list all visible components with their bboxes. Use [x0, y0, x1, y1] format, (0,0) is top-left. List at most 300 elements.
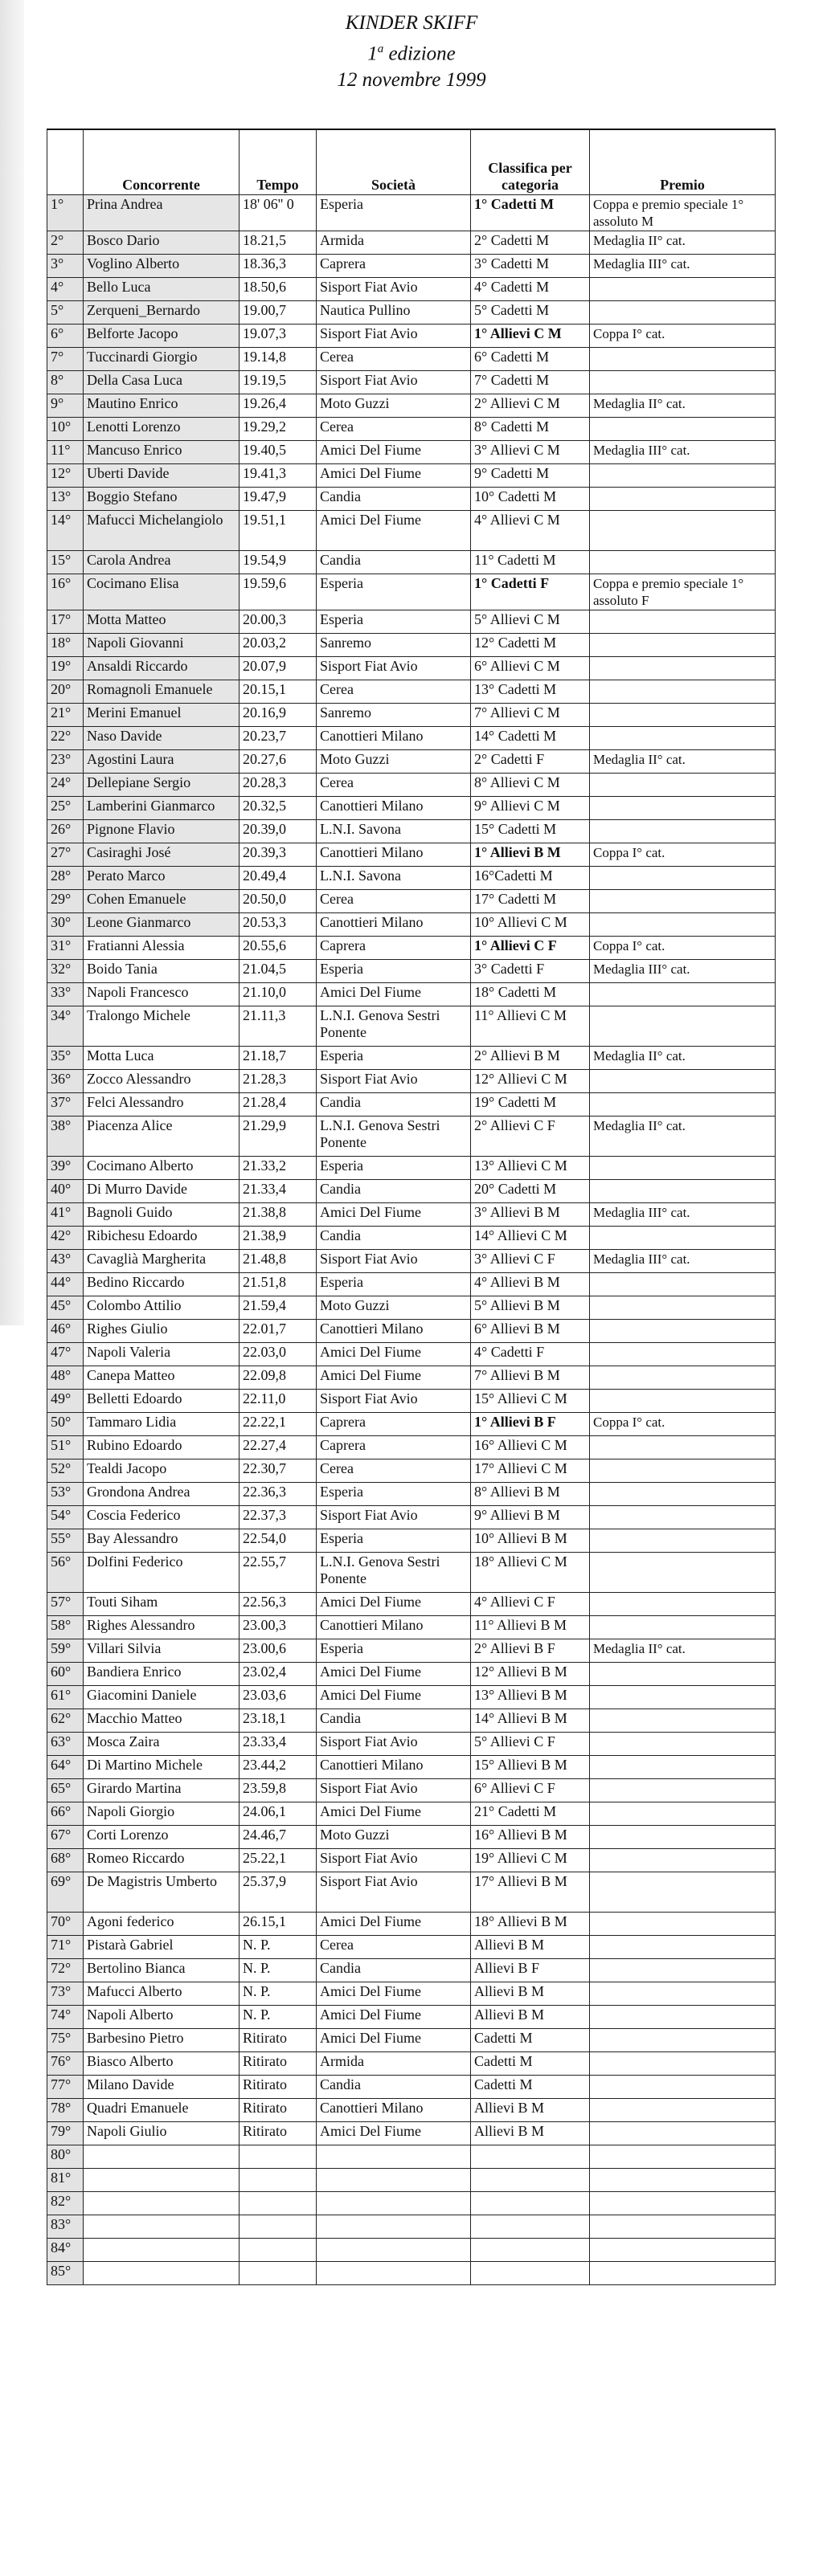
prize-cell	[590, 1436, 776, 1459]
category-rank-cell: 16°Cadetti M	[471, 867, 590, 890]
category-rank-cell: 2° Cadetti M	[471, 231, 590, 255]
category-rank-cell: 9° Cadetti M	[471, 464, 590, 488]
time-cell: 23.00,6	[240, 1639, 317, 1663]
time-cell: 21.29,9	[240, 1117, 317, 1157]
time-cell: 21.10,0	[240, 983, 317, 1006]
club-cell: Esperia	[317, 1047, 471, 1070]
table-row	[47, 1959, 776, 1982]
time-cell: 19.00,7	[240, 301, 317, 325]
competitor-cell: Napoli Giulio	[84, 2122, 240, 2145]
club-cell: L.N.I. Genova Sestri Ponente	[317, 1006, 471, 1047]
competitor-cell: Corti Lorenzo	[84, 1826, 240, 1849]
prize-cell	[590, 2122, 776, 2145]
position-cell: 56°	[47, 1553, 84, 1593]
category-rank-cell: Cadetti M	[471, 2052, 590, 2076]
category-rank-cell: 6° Cadetti M	[471, 348, 590, 371]
prize-cell	[590, 1709, 776, 1733]
prize-cell	[590, 2099, 776, 2122]
table-row	[47, 441, 776, 464]
competitor-cell: Romagnoli Emanuele	[84, 680, 240, 704]
prize-cell	[590, 1779, 776, 1802]
prize-cell	[590, 1913, 776, 1936]
document-title: KINDER SKIFF	[345, 12, 478, 34]
competitor-cell: Motta Matteo	[84, 610, 240, 634]
time-cell: 19.54,9	[240, 551, 317, 574]
position-cell: 23°	[47, 750, 84, 774]
category-rank-cell: 6° Allievi C F	[471, 1779, 590, 1802]
table-row	[47, 1529, 776, 1553]
club-cell: Canottieri Milano	[317, 727, 471, 750]
prize-cell	[590, 1616, 776, 1639]
club-cell: Amici Del Fiume	[317, 1913, 471, 1936]
competitor-cell: Canepa Matteo	[84, 1366, 240, 1390]
category-rank-cell: 10° Cadetti M	[471, 488, 590, 511]
prize-cell	[590, 1390, 776, 1413]
prize-cell	[590, 2006, 776, 2029]
club-cell: Amici Del Fiume	[317, 1203, 471, 1227]
position-cell: 44°	[47, 1273, 84, 1296]
category-rank-cell: 11° Allievi B M	[471, 1616, 590, 1639]
time-cell	[240, 2145, 317, 2169]
competitor-cell: Agoni federico	[84, 1913, 240, 1936]
time-cell: 21.11,3	[240, 1006, 317, 1047]
club-cell: Moto Guzzi	[317, 1826, 471, 1849]
club-cell: Moto Guzzi	[317, 1296, 471, 1320]
competitor-cell: Casiraghi José	[84, 843, 240, 867]
prize-cell	[590, 1826, 776, 1849]
club-cell: Sisport Fiat Avio	[317, 371, 471, 394]
competitor-cell: Zocco Alessandro	[84, 1070, 240, 1093]
position-cell: 63°	[47, 1733, 84, 1756]
position-cell: 85°	[47, 2262, 84, 2285]
club-cell: Amici Del Fiume	[317, 1663, 471, 1686]
edition-superscript: a	[377, 43, 384, 55]
competitor-cell: De Magistris Umberto	[84, 1872, 240, 1913]
position-cell: 80°	[47, 2145, 84, 2169]
time-cell: 23.33,4	[240, 1733, 317, 1756]
time-cell: 22.22,1	[240, 1413, 317, 1436]
category-rank-cell: 2° Cadetti F	[471, 750, 590, 774]
table-row	[47, 1849, 776, 1872]
time-cell: 21.38,9	[240, 1227, 317, 1250]
position-cell: 70°	[47, 1913, 84, 1936]
competitor-cell: Grondona Andrea	[84, 1483, 240, 1506]
time-cell: 20.03,2	[240, 634, 317, 657]
category-rank-cell: 8° Allievi B M	[471, 1483, 590, 1506]
prize-cell	[590, 1459, 776, 1483]
table-row	[47, 1436, 776, 1459]
time-cell	[240, 2215, 317, 2239]
position-cell: 52°	[47, 1459, 84, 1483]
prize-cell	[590, 1663, 776, 1686]
prize-cell	[590, 1506, 776, 1529]
position-cell: 51°	[47, 1436, 84, 1459]
prize-cell	[590, 1982, 776, 2006]
time-cell: 20.15,1	[240, 680, 317, 704]
competitor-cell: Pignone Flavio	[84, 820, 240, 843]
prize-cell: Medaglia III° cat.	[590, 255, 776, 278]
table-row	[47, 1227, 776, 1250]
table-row	[47, 348, 776, 371]
club-cell: Esperia	[317, 195, 471, 231]
prize-cell	[590, 1553, 776, 1593]
club-cell	[317, 2169, 471, 2192]
table-row	[47, 1663, 776, 1686]
competitor-cell: Bosco Dario	[84, 231, 240, 255]
table-row	[47, 1872, 776, 1913]
club-cell: Amici Del Fiume	[317, 2029, 471, 2052]
position-cell: 50°	[47, 1413, 84, 1436]
document-date: 12 novembre 1999	[337, 69, 486, 92]
time-cell: 19.40,5	[240, 441, 317, 464]
time-cell: 18.21,5	[240, 231, 317, 255]
competitor-cell: Perato Marco	[84, 867, 240, 890]
competitor-cell	[84, 2192, 240, 2215]
time-cell: 24.06,1	[240, 1802, 317, 1826]
club-cell: Sisport Fiat Avio	[317, 325, 471, 348]
prize-cell	[590, 278, 776, 301]
position-cell: 9°	[47, 394, 84, 418]
time-cell: 19.14,8	[240, 348, 317, 371]
position-cell: 17°	[47, 610, 84, 634]
table-row	[47, 418, 776, 441]
club-cell: L.N.I. Savona	[317, 820, 471, 843]
prize-cell	[590, 1733, 776, 1756]
table-row	[47, 1459, 776, 1483]
prize-cell	[590, 464, 776, 488]
time-cell: 19.26,4	[240, 394, 317, 418]
table-row	[47, 1616, 776, 1639]
prize-cell	[590, 913, 776, 937]
competitor-cell: Mafucci Michelangiolo	[84, 511, 240, 551]
prize-cell	[590, 1180, 776, 1203]
category-rank-cell: 15° Cadetti M	[471, 820, 590, 843]
time-cell: 21.48,8	[240, 1250, 317, 1273]
category-rank-cell: 8° Allievi C M	[471, 774, 590, 797]
prize-cell	[590, 1366, 776, 1390]
position-cell: 53°	[47, 1483, 84, 1506]
time-cell: 19.47,9	[240, 488, 317, 511]
table-row	[47, 890, 776, 913]
position-cell: 18°	[47, 634, 84, 657]
prize-cell	[590, 1529, 776, 1553]
position-cell: 58°	[47, 1616, 84, 1639]
club-cell: Amici Del Fiume	[317, 1686, 471, 1709]
position-cell: 27°	[47, 843, 84, 867]
category-rank-cell: 2° Allievi C F	[471, 1117, 590, 1157]
table-row	[47, 2076, 776, 2099]
prize-cell	[590, 2239, 776, 2262]
table-row	[47, 634, 776, 657]
competitor-cell: Mancuso Enrico	[84, 441, 240, 464]
edition-number: 1	[367, 43, 378, 65]
position-cell: 42°	[47, 1227, 84, 1250]
competitor-cell: Villari Silvia	[84, 1639, 240, 1663]
category-rank-cell: 7° Allievi B M	[471, 1366, 590, 1390]
table-row	[47, 1093, 776, 1117]
time-cell: N. P.	[240, 2006, 317, 2029]
category-rank-cell: 5° Allievi C F	[471, 1733, 590, 1756]
competitor-cell	[84, 2169, 240, 2192]
table-row	[47, 2122, 776, 2145]
competitor-cell: Tealdi Jacopo	[84, 1459, 240, 1483]
competitor-cell: Voglino Alberto	[84, 255, 240, 278]
time-cell: 22.54,0	[240, 1529, 317, 1553]
table-row	[47, 2006, 776, 2029]
category-rank-cell: 4° Cadetti F	[471, 1343, 590, 1366]
category-rank-cell: 16° Allievi B M	[471, 1826, 590, 1849]
category-rank-cell: 12° Cadetti M	[471, 634, 590, 657]
time-cell: 21.51,8	[240, 1273, 317, 1296]
position-cell: 38°	[47, 1117, 84, 1157]
table-row	[47, 301, 776, 325]
prize-cell	[590, 1593, 776, 1616]
competitor-cell: Carola Andrea	[84, 551, 240, 574]
table-row	[47, 1936, 776, 1959]
prize-cell	[590, 1872, 776, 1913]
position-cell: 71°	[47, 1936, 84, 1959]
time-cell: 21.28,4	[240, 1093, 317, 1117]
column-header-position	[47, 129, 84, 195]
time-cell: 20.07,9	[240, 657, 317, 680]
club-cell: Cerea	[317, 890, 471, 913]
competitor-cell: Barbesino Pietro	[84, 2029, 240, 2052]
category-rank-cell	[471, 2192, 590, 2215]
competitor-cell: Colombo Attilio	[84, 1296, 240, 1320]
category-rank-cell: 15° Allievi C M	[471, 1390, 590, 1413]
prize-cell: Coppa e premio speciale 1° assoluto M	[590, 195, 776, 231]
position-cell: 15°	[47, 551, 84, 574]
time-cell: 20.32,5	[240, 797, 317, 820]
category-rank-cell: 17° Cadetti M	[471, 890, 590, 913]
time-cell: 20.16,9	[240, 704, 317, 727]
position-cell: 39°	[47, 1157, 84, 1180]
table-row	[47, 1413, 776, 1436]
club-cell: Canottieri Milano	[317, 1756, 471, 1779]
prize-cell	[590, 488, 776, 511]
time-cell	[240, 2262, 317, 2285]
club-cell: Candia	[317, 551, 471, 574]
prize-cell	[590, 1343, 776, 1366]
prize-cell: Coppa e premio speciale 1° assoluto F	[590, 574, 776, 610]
competitor-cell: Bagnoli Guido	[84, 1203, 240, 1227]
club-cell: Sisport Fiat Avio	[317, 1070, 471, 1093]
category-rank-cell: 3° Allievi B M	[471, 1203, 590, 1227]
prize-cell	[590, 1320, 776, 1343]
position-cell: 8°	[47, 371, 84, 394]
time-cell: 21.04,5	[240, 960, 317, 983]
competitor-cell: Napoli Alberto	[84, 2006, 240, 2029]
time-cell: 20.00,3	[240, 610, 317, 634]
time-cell: 22.11,0	[240, 1390, 317, 1413]
time-cell: 26.15,1	[240, 1913, 317, 1936]
position-cell: 34°	[47, 1006, 84, 1047]
prize-cell	[590, 1849, 776, 1872]
club-cell: Sisport Fiat Avio	[317, 1390, 471, 1413]
competitor-cell: Cavaglià Margherita	[84, 1250, 240, 1273]
club-cell: Cerea	[317, 680, 471, 704]
table-row	[47, 797, 776, 820]
prize-cell	[590, 511, 776, 551]
table-row	[47, 1709, 776, 1733]
prize-cell	[590, 1227, 776, 1250]
category-rank-cell: 15° Allievi B M	[471, 1756, 590, 1779]
table-row	[47, 937, 776, 960]
competitor-cell: Napoli Giovanni	[84, 634, 240, 657]
competitor-cell: Touti Siham	[84, 1593, 240, 1616]
prize-cell	[590, 1686, 776, 1709]
prize-cell	[590, 1756, 776, 1779]
position-cell: 37°	[47, 1093, 84, 1117]
prize-cell	[590, 2145, 776, 2169]
position-cell: 13°	[47, 488, 84, 511]
table-row	[47, 1733, 776, 1756]
club-cell: Candia	[317, 1093, 471, 1117]
position-cell: 64°	[47, 1756, 84, 1779]
club-cell: Amici Del Fiume	[317, 464, 471, 488]
prize-cell: Medaglia III° cat.	[590, 960, 776, 983]
position-cell: 61°	[47, 1686, 84, 1709]
time-cell: 18.50,6	[240, 278, 317, 301]
club-cell: Amici Del Fiume	[317, 511, 471, 551]
club-cell: Esperia	[317, 960, 471, 983]
competitor-cell: Piacenza Alice	[84, 1117, 240, 1157]
category-rank-cell: 4° Allievi B M	[471, 1273, 590, 1296]
club-cell: Sisport Fiat Avio	[317, 1250, 471, 1273]
prize-cell	[590, 1483, 776, 1506]
competitor-cell: Tammaro Lidia	[84, 1413, 240, 1436]
position-cell: 76°	[47, 2052, 84, 2076]
category-rank-cell: 14° Cadetti M	[471, 727, 590, 750]
club-cell: Amici Del Fiume	[317, 983, 471, 1006]
time-cell: 20.39,3	[240, 843, 317, 867]
category-rank-cell: 10° Allievi C M	[471, 913, 590, 937]
club-cell: Armida	[317, 2052, 471, 2076]
category-rank-cell: 1° Cadetti M	[471, 195, 590, 231]
category-rank-cell: 13° Allievi C M	[471, 1157, 590, 1180]
category-rank-cell: 21° Cadetti M	[471, 1802, 590, 1826]
position-cell: 10°	[47, 418, 84, 441]
competitor-cell: Fratianni Alessia	[84, 937, 240, 960]
table-row	[47, 551, 776, 574]
position-cell: 5°	[47, 301, 84, 325]
prize-cell	[590, 983, 776, 1006]
club-cell: Amici Del Fiume	[317, 1593, 471, 1616]
prize-cell: Medaglia II° cat.	[590, 750, 776, 774]
position-cell: 24°	[47, 774, 84, 797]
table-row	[47, 255, 776, 278]
table-header-row	[47, 129, 776, 195]
competitor-cell: Cohen Emanuele	[84, 890, 240, 913]
time-cell: 22.09,8	[240, 1366, 317, 1390]
category-rank-cell: 13° Cadetti M	[471, 680, 590, 704]
competitor-cell: Coscia Federico	[84, 1506, 240, 1529]
position-cell: 54°	[47, 1506, 84, 1529]
competitor-cell: Dolfini Federico	[84, 1553, 240, 1593]
table-row	[47, 2239, 776, 2262]
prize-cell: Coppa I° cat.	[590, 1413, 776, 1436]
club-cell: Armida	[317, 231, 471, 255]
prize-cell: Medaglia II° cat.	[590, 394, 776, 418]
prize-cell: Medaglia II° cat.	[590, 1047, 776, 1070]
prize-cell	[590, 2215, 776, 2239]
prize-cell	[590, 1070, 776, 1093]
position-cell: 19°	[47, 657, 84, 680]
club-cell: Canottieri Milano	[317, 843, 471, 867]
competitor-cell: Mafucci Alberto	[84, 1982, 240, 2006]
club-cell: Amici Del Fiume	[317, 1343, 471, 1366]
category-rank-cell: Allievi B M	[471, 2122, 590, 2145]
prize-cell	[590, 774, 776, 797]
competitor-cell	[84, 2262, 240, 2285]
prize-cell: Medaglia III° cat.	[590, 441, 776, 464]
position-cell: 49°	[47, 1390, 84, 1413]
table-row	[47, 843, 776, 867]
position-cell: 48°	[47, 1366, 84, 1390]
competitor-cell: Mautino Enrico	[84, 394, 240, 418]
column-header-category-rank: Classifica per categoria	[471, 129, 590, 195]
prize-cell	[590, 418, 776, 441]
time-cell: 20.55,6	[240, 937, 317, 960]
competitor-cell: Ribichesu Edoardo	[84, 1227, 240, 1250]
position-cell: 41°	[47, 1203, 84, 1227]
competitor-cell: Righes Giulio	[84, 1320, 240, 1343]
competitor-cell: Uberti Davide	[84, 464, 240, 488]
prize-cell	[590, 890, 776, 913]
competitor-cell: Di Martino Michele	[84, 1756, 240, 1779]
competitor-cell: Bay Alessandro	[84, 1529, 240, 1553]
competitor-cell: Belletti Edoardo	[84, 1390, 240, 1413]
table-row	[47, 1913, 776, 1936]
time-cell: Ritirato	[240, 2029, 317, 2052]
position-cell: 20°	[47, 680, 84, 704]
club-cell: Sisport Fiat Avio	[317, 1872, 471, 1913]
time-cell: 23.59,8	[240, 1779, 317, 1802]
category-rank-cell: 5° Cadetti M	[471, 301, 590, 325]
prize-cell	[590, 301, 776, 325]
time-cell: 20.39,0	[240, 820, 317, 843]
category-rank-cell: 13° Allievi B M	[471, 1686, 590, 1709]
category-rank-cell: 17° Allievi C M	[471, 1459, 590, 1483]
club-cell	[317, 2239, 471, 2262]
position-cell: 30°	[47, 913, 84, 937]
time-cell: 20.23,7	[240, 727, 317, 750]
club-cell	[317, 2215, 471, 2239]
table-row	[47, 1982, 776, 2006]
competitor-cell: Lenotti Lorenzo	[84, 418, 240, 441]
prize-cell	[590, 820, 776, 843]
club-cell: Amici Del Fiume	[317, 2006, 471, 2029]
table-row	[47, 1593, 776, 1616]
document-header	[0, 10, 823, 93]
club-cell: Sisport Fiat Avio	[317, 1506, 471, 1529]
category-rank-cell: 9° Allievi B M	[471, 1506, 590, 1529]
category-rank-cell: 3° Allievi C F	[471, 1250, 590, 1273]
table-row	[47, 1117, 776, 1157]
time-cell: 25.37,9	[240, 1872, 317, 1913]
position-cell: 77°	[47, 2076, 84, 2099]
club-cell: Amici Del Fiume	[317, 2122, 471, 2145]
table-row	[47, 960, 776, 983]
club-cell: Canottieri Milano	[317, 2099, 471, 2122]
club-cell: Esperia	[317, 574, 471, 610]
table-row	[47, 913, 776, 937]
club-cell: Candia	[317, 1709, 471, 1733]
prize-cell: Coppa I° cat.	[590, 843, 776, 867]
prize-cell	[590, 680, 776, 704]
prize-cell	[590, 2076, 776, 2099]
time-cell: 23.03,6	[240, 1686, 317, 1709]
